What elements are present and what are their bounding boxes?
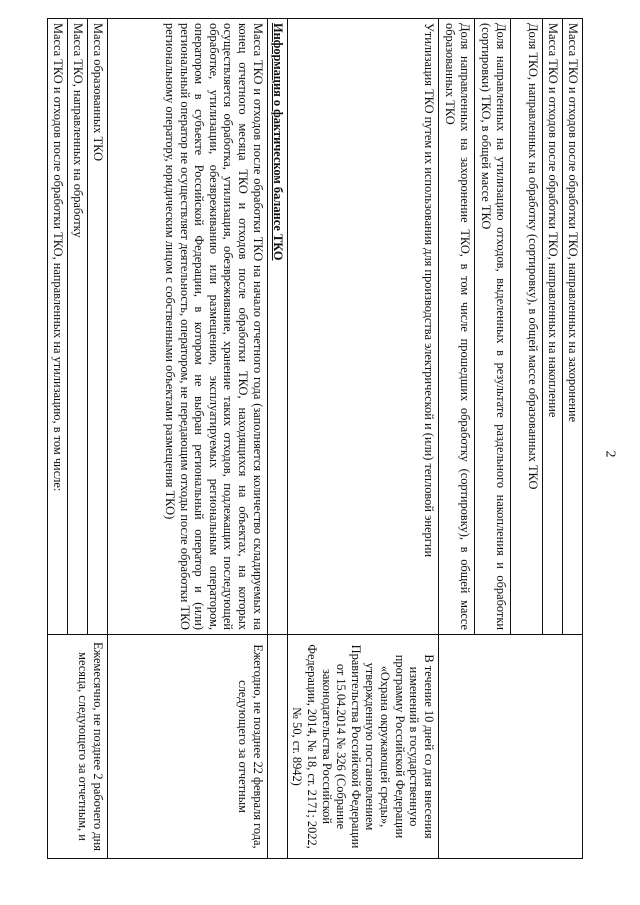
section-title: Информация о фактическом балансе ТКО	[267, 19, 287, 635]
table-row	[87, 19, 107, 859]
row-label: Масса образованных ТКО	[87, 19, 107, 635]
table-row	[267, 19, 287, 859]
page-number: 2	[602, 450, 618, 458]
document-sheet	[23, 18, 583, 858]
row-deadline	[267, 635, 287, 859]
row-label: Масса ТКО, направленных на обработку	[67, 19, 87, 635]
table-row	[287, 19, 438, 859]
row-label: Доля ТКО, направленных на обработку (сортировку), в общей массе образованных ТКО	[511, 19, 543, 635]
row-label: Утилизация ТКО путем их использования для производства электрической и (или) тепловой энергии	[287, 19, 438, 635]
row-deadline	[439, 635, 583, 859]
row-label: Доля направленных на утилизацию отходов, выделенных в результате раздельного накопления и обработки (сортировки) ТКО, в общей массе ТКО	[475, 19, 511, 635]
row-deadline: Ежегодно, не позднее 22 февраля года, следующего за отчетным	[107, 635, 267, 859]
table-row	[563, 19, 583, 859]
row-label: Масса ТКО и отходов после обработки ТКО на начало отчетного года (заполняется количество складируемых на конец отчетного месяца ТКО и отходов после обработки ТКО, находящихся на объектах, на которых осуществляется обработка, утилизация, обезвреживание, хранение таких отходов, подлежащих последующей обработке, утилизации, обезвреживанию или размещению, эксплуатируемых региональным оператором, оператором в субъекте Российской Федерации, в котором не выбран региональный оператор и (или) региональный оператор не осуществляет деятельность, оператором, не передающим отходы после обработки ТКО региональному оператору, юридическим лицом с собственными объектами размещения ТКО)	[107, 19, 267, 635]
row-label: Доля направленных на захоронение ТКО, в том числе прошедших обработку (сортировку), в общей массе образованных ТКО	[439, 19, 475, 635]
row-label: Масса ТКО и отходов после обработки ТКО, направленных на утилизацию, в том числе:	[47, 19, 67, 635]
row-deadline: Ежемесячно, не позднее 2 рабочего дня месяца, следующего за отчетным, и	[47, 635, 107, 859]
row-deadline: В течение 10 дней со дня внесения изменений в государственную программу Российской Федерации «Охрана окружающей среды», утвержденную постановлением Правительства Российской Федерации от 15.04.2014 № 326 (Собрание законодательства Российской Федерации, 2014, № 18, ст. 2171; 2022, № 50, ст. 8942)	[287, 635, 438, 859]
row-label: Масса ТКО и отходов после обработки ТКО, направленных на захоронение	[563, 19, 583, 635]
indicator-table	[47, 18, 583, 859]
row-label: Масса ТКО и отходов после обработки ТКО, направленных на накопление	[543, 19, 563, 635]
table-row	[107, 19, 267, 859]
